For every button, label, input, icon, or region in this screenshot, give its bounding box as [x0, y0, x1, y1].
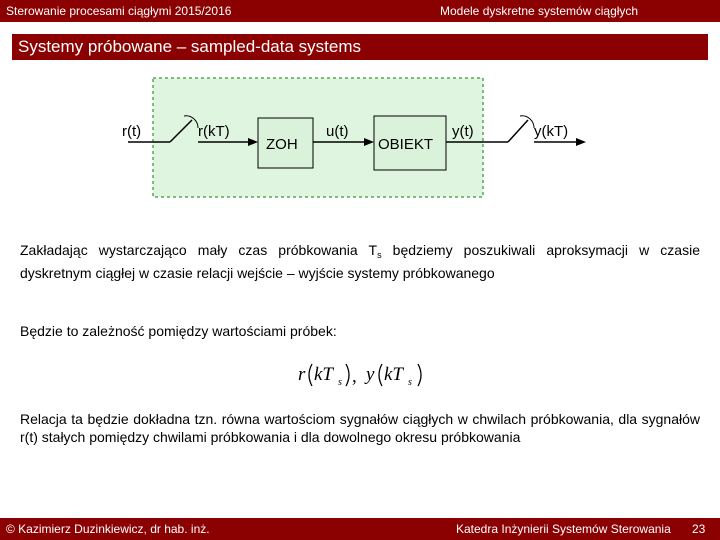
footer-department: Katedra Inżynierii Systemów Sterowania	[456, 522, 671, 536]
slide-title: Systemy próbowane – sampled-data systems	[12, 34, 708, 60]
label-y-kt: y(kT)	[534, 123, 569, 140]
p1-text-b: będziemy poszukiwali aproksymacji w czasie dyskretnym ciągłej w czasie relacji wejście – wyjście systemy próbkowanego	[20, 242, 700, 281]
course-title: Sterowanie procesami ciągłymi 2015/2016	[6, 4, 232, 18]
paragraph-exactness: Relacja ta będzie dokładna tzn. równa wartościom sygnałów ciągłych w chwilach próbkowania, dla sygnałów r(t) stałych pomiędzy chwilami próbkowania i dla dowolnego okresu próbkowania	[20, 411, 700, 445]
formula-s-2: s	[408, 377, 412, 388]
formula-kt-2: kT	[384, 364, 403, 385]
label-r-kt: r(kT)	[198, 123, 230, 140]
p1-text-a: Zakładając wystarczająco mały czas próbkowania T	[20, 242, 378, 258]
formula-s-1: s	[338, 377, 342, 388]
label-u-t: u(t)	[326, 123, 349, 140]
label-zoh: ZOH	[266, 136, 298, 153]
paragraph-relation: Będzie to zależność pomiędzy wartościami próbek:	[20, 323, 337, 339]
p1-subscript: s	[377, 250, 382, 260]
formula-kt-1: kT	[314, 364, 333, 385]
block-diagram	[110, 76, 610, 206]
formula-y: y	[366, 364, 375, 385]
footer-bar	[0, 518, 720, 540]
formula-r: r	[298, 364, 306, 385]
lecture-title: Modele dyskretne systemów ciągłych	[440, 4, 639, 18]
header-bar	[0, 0, 720, 22]
label-y-t: y(t)	[452, 123, 474, 140]
sampler-switch-output	[508, 120, 528, 142]
footer-author: © Kazimierz Duzinkiewicz, dr hab. inż.	[6, 522, 210, 536]
label-r-t: r(t)	[122, 123, 142, 140]
paragraph-sampling	[20, 241, 700, 282]
page-number: 23	[692, 522, 706, 536]
label-obiekt: OBIEKT	[378, 136, 434, 153]
formula	[296, 356, 446, 392]
formula-comma: ,	[352, 366, 357, 387]
